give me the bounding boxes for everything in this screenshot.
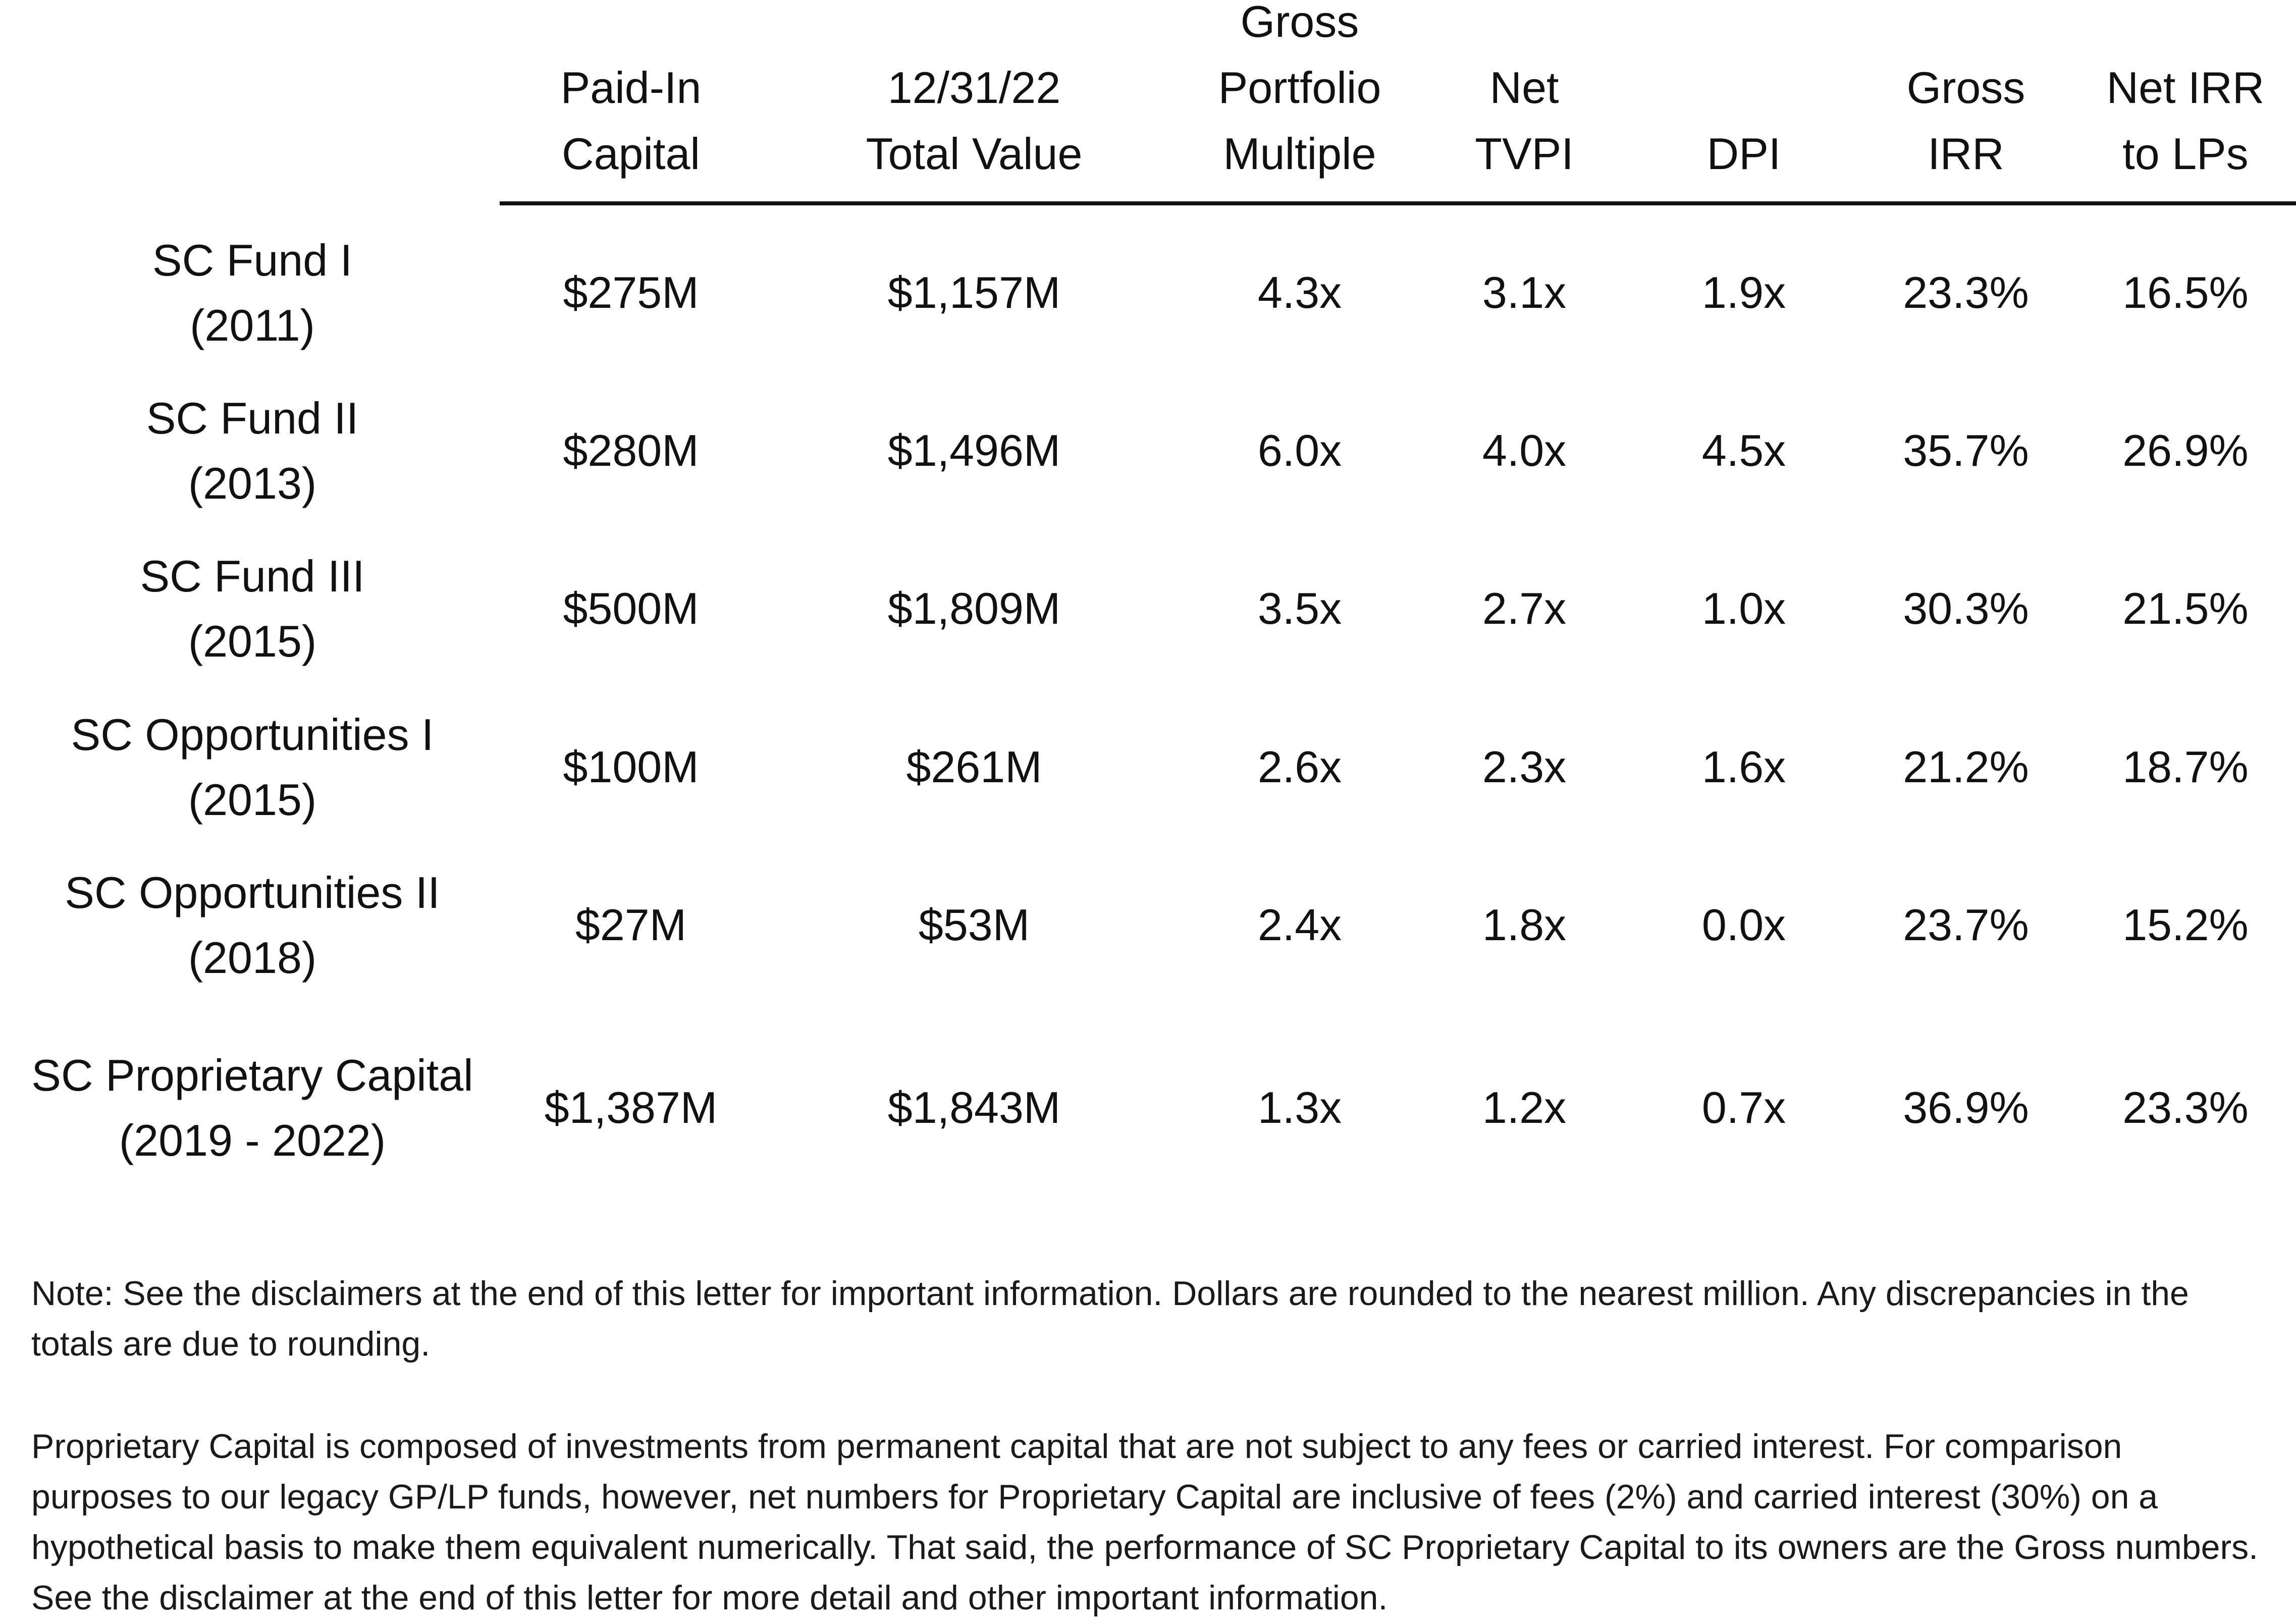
cell-dpi: 1.0x <box>1701 583 1786 633</box>
table-row <box>0 1035 2296 1181</box>
header-line: Gross <box>1240 0 1359 46</box>
cell-net-irr: 15.2% <box>2122 900 2249 950</box>
cell-net-irr: 18.7% <box>2122 742 2249 792</box>
fund-years: (2015) <box>188 775 317 825</box>
fund-name: SC Proprietary Capital <box>31 1050 473 1100</box>
cell-dpi: 0.0x <box>1701 900 1786 950</box>
col-header-dpi <box>1661 0 1827 187</box>
header-line: IRR <box>1928 129 2004 179</box>
cell-total-value: $1,809M <box>887 583 1061 633</box>
fund-years: (2013) <box>188 458 317 508</box>
fund-years: (2018) <box>188 933 317 983</box>
header-line: Net <box>1489 63 1559 113</box>
cell-gross-irr: 36.9% <box>1903 1082 2029 1132</box>
row-label <box>0 1035 505 1181</box>
header-line: Gross <box>1906 63 2025 113</box>
cell-paid-in-capital: $1,387M <box>544 1082 718 1132</box>
col-header-net-irr-to-lps <box>2090 0 2281 187</box>
table-row <box>0 535 2296 682</box>
cell-paid-in-capital: $27M <box>575 900 687 950</box>
cell-paid-in-capital: $500M <box>563 583 699 633</box>
cell-gross-irr: 35.7% <box>1903 425 2029 475</box>
header-line: to LPs <box>2122 129 2249 179</box>
header-line: Paid-In <box>560 63 702 113</box>
header-line: Capital <box>562 129 700 179</box>
cell-paid-in-capital: $100M <box>563 742 699 792</box>
cell-total-value: $261M <box>906 742 1042 792</box>
row-label <box>0 852 505 998</box>
cell-total-value: $1,843M <box>887 1082 1061 1132</box>
cell-net-irr: 23.3% <box>2122 1082 2249 1132</box>
header-line: Portfolio <box>1218 63 1381 113</box>
cell-gross-multiple: 2.6x <box>1257 742 1342 792</box>
cell-gross-irr: 23.7% <box>1903 900 2029 950</box>
proprietary-capital-note: Proprietary Capital is composed of investments from permanent capital that are not subject to any fees or carried interest. For comparison purposes to our legacy GP/LP funds, however, net numbers for Proprietary Capital are inclusive of fees (2%) and carried interest (30%) on a hypothetical basis to make them equivalent numerically. That said, the performance of SC Proprietary Capital to its owners are the Gross numbers. See the disclaimer at the end of this letter for more detail and other important information. <box>31 1427 2258 1617</box>
cell-dpi: 1.6x <box>1701 742 1786 792</box>
row-label <box>0 220 505 366</box>
fund-name: SC Fund I <box>152 235 353 285</box>
cell-total-value: $1,496M <box>887 425 1061 475</box>
cell-gross-multiple: 6.0x <box>1257 425 1342 475</box>
cell-gross-irr: 30.3% <box>1903 583 2029 633</box>
col-header-net-tvpi <box>1441 0 1608 187</box>
cell-net-tvpi: 4.0x <box>1482 425 1567 475</box>
cell-dpi: 0.7x <box>1701 1082 1786 1132</box>
cell-gross-irr: 21.2% <box>1903 742 2029 792</box>
cell-gross-multiple: 3.5x <box>1257 583 1342 633</box>
table-row <box>0 694 2296 840</box>
header-line: Multiple <box>1223 129 1376 179</box>
table-row <box>0 377 2296 524</box>
cell-total-value: $1,157M <box>887 267 1061 317</box>
fund-years: (2011) <box>190 300 315 350</box>
fund-years: (2015) <box>188 616 317 666</box>
row-label <box>0 377 505 524</box>
table-row <box>0 852 2296 998</box>
fund-years: (2019 - 2022) <box>119 1115 386 1165</box>
cell-net-tvpi: 1.8x <box>1482 900 1567 950</box>
row-label <box>0 535 505 682</box>
header-line: 12/31/22 <box>887 63 1061 113</box>
col-header-total-value <box>818 0 1131 187</box>
cell-net-irr: 26.9% <box>2122 425 2249 475</box>
col-header-paid-in-capital <box>507 0 755 187</box>
cell-net-irr: 16.5% <box>2122 267 2249 317</box>
rounding-note: Note: See the disclaimers at the end of this letter for important information. Dollars are rounded to the nearest million. Any discrepancies in the totals are due to rounding. <box>31 1274 2189 1363</box>
fund-name: SC Opportunities II <box>65 868 440 917</box>
fund-name: SC Fund II <box>146 393 359 443</box>
cell-gross-multiple: 4.3x <box>1257 267 1342 317</box>
cell-net-tvpi: 1.2x <box>1482 1082 1567 1132</box>
cell-net-tvpi: 2.7x <box>1482 583 1567 633</box>
cell-total-value: $53M <box>918 900 1030 950</box>
row-label <box>0 694 505 840</box>
cell-net-tvpi: 2.3x <box>1482 742 1567 792</box>
cell-paid-in-capital: $275M <box>563 267 699 317</box>
cell-dpi: 4.5x <box>1701 425 1786 475</box>
header-line: Net IRR <box>2106 63 2265 113</box>
header-line: TVPI <box>1475 129 1574 179</box>
cell-gross-multiple: 1.3x <box>1257 1082 1342 1132</box>
cell-net-irr: 21.5% <box>2122 583 2249 633</box>
cell-gross-irr: 23.3% <box>1903 267 2029 317</box>
cell-paid-in-capital: $280M <box>563 425 699 475</box>
header-line: Total Value <box>866 129 1083 179</box>
fund-name: SC Opportunities I <box>71 710 434 760</box>
table-row <box>0 220 2296 366</box>
header-line: DPI <box>1706 129 1781 179</box>
col-header-gross-portfolio-multiple <box>1176 0 1423 187</box>
cell-dpi: 1.9x <box>1701 267 1786 317</box>
col-header-gross-irr <box>1883 0 2049 187</box>
fund-name: SC Fund III <box>140 551 365 601</box>
header-rule <box>500 201 2296 205</box>
cell-gross-multiple: 2.4x <box>1257 900 1342 950</box>
cell-net-tvpi: 3.1x <box>1482 267 1567 317</box>
